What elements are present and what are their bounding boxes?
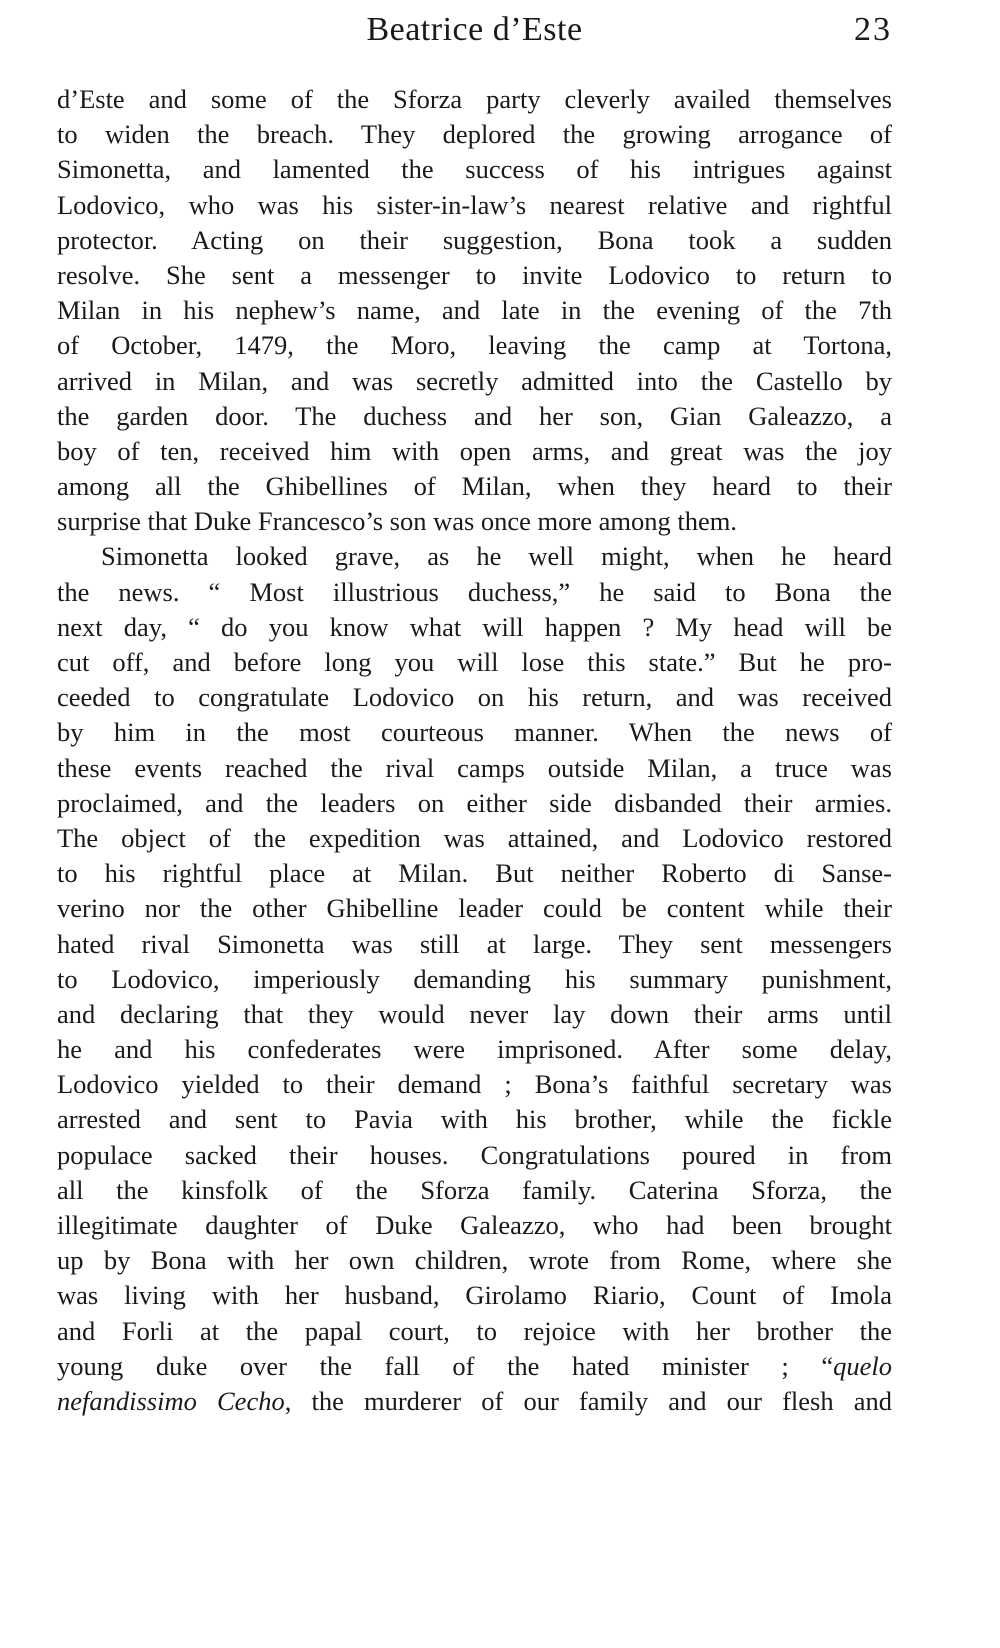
paragraph-end-line: surprise that Duke Francesco’s son was once more among them. bbox=[57, 506, 737, 537]
text-line: these events reached the rival camps outside Milan, a truce was bbox=[57, 752, 892, 783]
italic-quote-word: quelo bbox=[833, 1350, 892, 1381]
body-text bbox=[57, 82, 892, 1419]
text-line: by him in the most courteous manner. When the news of bbox=[57, 717, 892, 748]
text-line: to Lodovico, imperiously demanding his summary punishment, bbox=[57, 963, 892, 994]
text-line: and declaring that they would never lay down their arms until bbox=[57, 998, 892, 1029]
text-line: all the kinsfolk of the Sforza family. Caterina Sforza, the bbox=[57, 1174, 892, 1205]
text-line: protector. Acting on their suggestion, Bona took a sudden bbox=[57, 224, 892, 255]
text-line: hated rival Simonetta was still at large. They sent messengers bbox=[57, 928, 892, 959]
text-line: and Forli at the papal court, to rejoice with her brother the bbox=[57, 1315, 892, 1346]
text-line: among all the Ghibellines of Milan, when they heard to their bbox=[57, 471, 892, 502]
text-line: he and his confederates were imprisoned. After some delay, bbox=[57, 1034, 892, 1065]
text-line: next day, “ do you know what will happen ? My head will be bbox=[57, 611, 892, 642]
text-line: arrested and sent to Pavia with his brother, while the fickle bbox=[57, 1104, 892, 1135]
running-head bbox=[57, 8, 892, 52]
text-line: cut off, and before long you will lose this state.” But he pro- bbox=[57, 647, 892, 677]
text-line: d’Este and some of the Sforza party cleverly availed themselves bbox=[57, 84, 892, 114]
text-line: illegitimate daughter of Duke Galeazzo, who had been brought bbox=[57, 1210, 892, 1240]
text-line: ceeded to congratulate Lodovico on his return, and was received bbox=[57, 682, 892, 713]
paragraph-start-line: Simonetta looked grave, as he well might, when he heard bbox=[101, 541, 892, 572]
text-line: to widen the breach. They deplored the growing arrogance of bbox=[57, 119, 892, 150]
text-line: arrived in Milan, and was secretly admitted into the Castello by bbox=[57, 365, 892, 396]
text-line: the news. “ Most illustrious duchess,” he said to Bona the bbox=[57, 576, 892, 607]
text-line: The object of the expedition was attained, and Lodovico restored bbox=[57, 822, 892, 853]
text-line: verino nor the other Ghibelline leader could be content while their bbox=[57, 893, 892, 924]
text-line: Lodovico, who was his sister-in-law’s nearest relative and rightful bbox=[57, 189, 892, 220]
text-line: up by Bona with her own children, wrote from Rome, where she bbox=[57, 1245, 892, 1276]
text-line: Milan in his nephew’s name, and late in the evening of the 7th bbox=[57, 295, 892, 326]
text-line: Lodovico yielded to their demand ; Bona’s faithful secretary was bbox=[57, 1069, 892, 1100]
text-line: the garden door. The duchess and her son, Gian Galeazzo, a bbox=[57, 400, 892, 431]
text-line: of October, 1479, the Moro, leaving the camp at Tortona, bbox=[57, 330, 892, 361]
text-line: Simonetta, and lamented the success of his intrigues against bbox=[57, 154, 892, 185]
text-line: resolve. She sent a messenger to invite Lodovico to return to bbox=[57, 259, 892, 290]
text-line-lead: young duke over the fall of the hated minister ; “ bbox=[57, 1350, 834, 1381]
text-line-with-quote bbox=[57, 1349, 892, 1384]
text-line: boy of ten, received him with open arms, and great was the joy bbox=[57, 435, 892, 466]
italic-quote-phrase: nefandissimo Cecho bbox=[57, 1385, 285, 1416]
text-line-final bbox=[57, 1384, 892, 1419]
page-number: 23 bbox=[854, 11, 892, 48]
text-line: to his rightful place at Milan. But neither Roberto di Sanse- bbox=[57, 858, 892, 889]
running-title: Beatrice d’Este bbox=[366, 11, 583, 48]
text-line: proclaimed, and the leaders on either side disbanded their armies. bbox=[57, 787, 892, 818]
text-line: was living with her husband, Girolamo Riario, Count of Imola bbox=[57, 1280, 892, 1311]
text-line-rest: , the murderer of our family and our flesh and bbox=[284, 1385, 892, 1416]
text-line: populace sacked their houses. Congratulations poured in from bbox=[57, 1139, 892, 1170]
